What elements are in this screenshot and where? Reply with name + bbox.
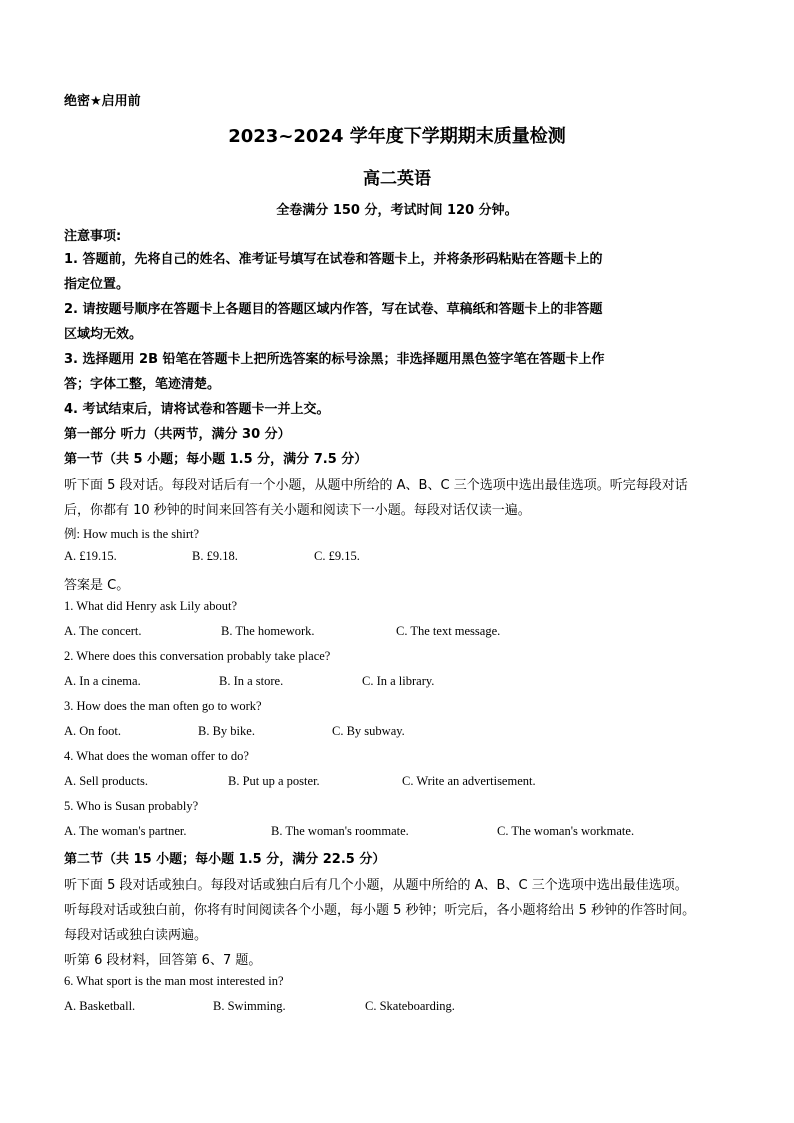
example-question: 例: How much is the shirt? <box>64 527 200 541</box>
notice-line: 指定位置。 <box>64 277 130 292</box>
question-3: 3. How does the man often go to work? <box>64 699 262 713</box>
option-b: B. In a store. <box>219 674 284 688</box>
subject-title: 高二英语 <box>363 169 431 189</box>
option-c: C. In a library. <box>362 674 435 688</box>
option-a: A. On foot. <box>64 724 121 738</box>
question-1: 1. What did Henry ask Lily about? <box>64 599 237 613</box>
notice-line: 4. 考试结束后，请将试卷和答题卡一并上交。 <box>64 402 330 417</box>
option-b: B. Swimming. <box>213 999 286 1013</box>
option-c: C. £9.15. <box>314 549 360 563</box>
question-6: 6. What sport is the man most interested in? <box>64 974 284 988</box>
section1-instruction: 听下面 5 段对话。每段对话后有一个小题，从题中所给的 A、B、C 三个选项中选出最佳选项。听完每段对话 <box>64 478 688 493</box>
part1-heading: 第一部分 听力（共两节，满分 30 分） <box>64 427 291 442</box>
option-b: B. The homework. <box>221 624 315 638</box>
question-4: 4. What does the woman offer to do? <box>64 749 249 763</box>
option-c: C. The text message. <box>396 624 501 638</box>
section1-heading: 第一节（共 5 小题；每小题 1.5 分，满分 7.5 分） <box>64 452 368 467</box>
example-answer: 答案是 C。 <box>64 578 130 593</box>
option-c: C. By subway. <box>332 724 405 738</box>
option-a: A. £19.15. <box>64 549 117 563</box>
question-5: 5. Who is Susan probably? <box>64 799 199 813</box>
option-a: A. Sell products. <box>64 774 149 788</box>
notice-line: 2. 请按题号顺序在答题卡上各题目的答题区域内作答，写在试卷、草稿纸和答题卡上的非答题 <box>64 302 603 317</box>
notice-line: 1. 答题前，先将自己的姓名、准考证号填写在试卷和答题卡上，并将条形码粘贴在答题卡上的 <box>64 252 603 267</box>
confidential-label: 绝密★启用前 <box>64 94 141 109</box>
option-c: C. The woman's workmate. <box>497 824 635 838</box>
material-intro: 听第 6 段材料，回答第 6、7 题。 <box>64 953 262 968</box>
option-c: C. Skateboarding. <box>365 999 455 1013</box>
question-2: 2. Where does this conversation probably take place? <box>64 649 331 663</box>
option-a: A. The woman's partner. <box>64 824 187 838</box>
notice-line: 3. 选择题用 2B 铅笔在答题卡上把所选答案的标号涂黑；非选择题用黑色签字笔在答题卡上作 <box>64 352 605 367</box>
option-c: C. Write an advertisement. <box>402 774 536 788</box>
notice-heading: 注意事项: <box>64 229 122 244</box>
section2-instruction: 听每段对话或独白前，你将有时间阅读各个小题，每小题 5 秒钟；听完后，各小题将给出 5 秒钟的作答时间。 <box>64 903 696 918</box>
option-b: B. Put up a poster. <box>228 774 320 788</box>
section1-instruction: 后，你都有 10 秒钟的时间来回答有关小题和阅读下一小题。每段对话仅读一遍。 <box>64 503 531 518</box>
option-a: A. In a cinema. <box>64 674 141 688</box>
exam-title: 2023~2024 学年度下学期期末质量检测 <box>228 126 566 147</box>
score-info: 全卷满分 150 分，考试时间 120 分钟。 <box>276 203 518 218</box>
option-a: A. The concert. <box>64 624 142 638</box>
option-a: A. Basketball. <box>64 999 136 1013</box>
option-b: B. £9.18. <box>192 549 238 563</box>
notice-line: 区域均无效。 <box>64 327 143 342</box>
section2-instruction: 每段对话或独白读两遍。 <box>64 928 208 943</box>
section2-instruction: 听下面 5 段对话或独白。每段对话或独白后有几个小题，从题中所给的 A、B、C 三个选项中选出最佳选项。 <box>64 878 688 893</box>
option-b: B. By bike. <box>198 724 255 738</box>
option-b: B. The woman's roommate. <box>271 824 409 838</box>
section2-heading: 第二节（共 15 小题；每小题 1.5 分，满分 22.5 分） <box>64 852 386 867</box>
notice-line: 答；字体工整，笔迹清楚。 <box>64 377 221 392</box>
